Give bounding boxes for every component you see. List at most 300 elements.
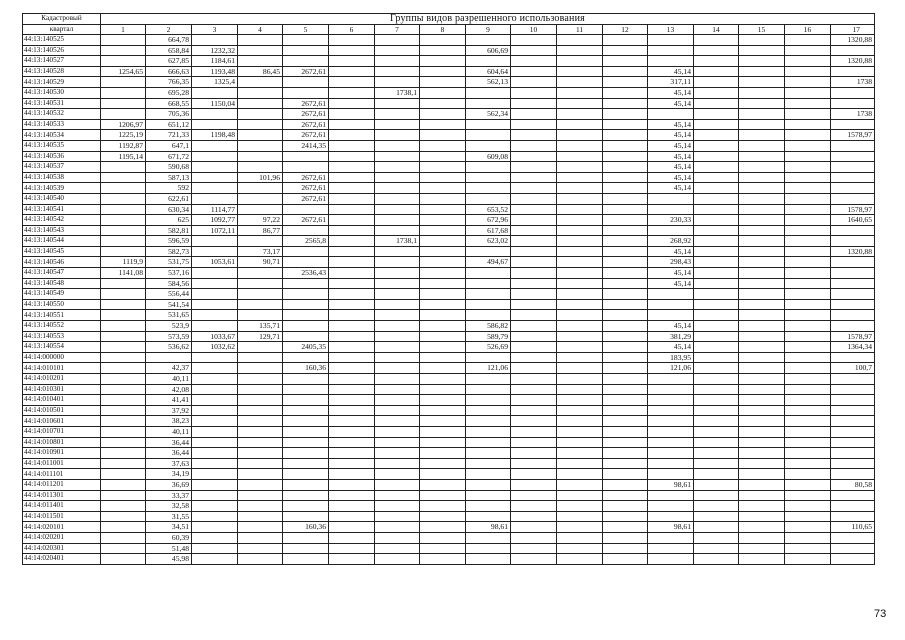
value-cell-group-1 xyxy=(101,532,146,543)
value-cell-group-16 xyxy=(785,437,831,448)
value-cell-group-7 xyxy=(375,501,420,512)
value-cell-group-14 xyxy=(694,321,739,332)
value-cell-group-12 xyxy=(603,448,648,459)
value-cell-group-3 xyxy=(192,299,238,310)
value-cell-group-3 xyxy=(192,543,238,554)
table-row xyxy=(23,437,875,448)
value-cell-group-6 xyxy=(329,448,375,459)
value-cell-group-4 xyxy=(238,140,283,151)
value-cell-group-1 xyxy=(101,458,146,469)
value-cell-group-12 xyxy=(603,416,648,427)
kvartal-cell: 44:13:140541 xyxy=(23,204,101,215)
value-cell-group-6 xyxy=(329,151,375,162)
value-cell-group-10 xyxy=(511,151,557,162)
value-cell-group-7: 1738,1 xyxy=(375,236,420,247)
value-cell-group-14 xyxy=(694,172,739,183)
value-cell-group-3: 1072,11 xyxy=(192,225,238,236)
value-cell-group-4 xyxy=(238,532,283,543)
value-cell-group-14 xyxy=(694,204,739,215)
value-cell-group-6 xyxy=(329,215,375,226)
value-cell-group-3 xyxy=(192,87,238,98)
value-cell-group-11 xyxy=(557,448,603,459)
value-cell-group-16 xyxy=(785,458,831,469)
value-cell-group-2: 587,13 xyxy=(146,172,192,183)
value-cell-group-3: 1193,48 xyxy=(192,66,238,77)
value-cell-group-15 xyxy=(739,395,785,406)
value-cell-group-2: 60,39 xyxy=(146,532,192,543)
value-cell-group-1 xyxy=(101,363,146,374)
kvartal-cell: 44:14:010101 xyxy=(23,363,101,374)
value-cell-group-10 xyxy=(511,193,557,204)
value-cell-group-15 xyxy=(739,162,785,173)
value-cell-group-16 xyxy=(785,511,831,522)
value-cell-group-9: 494,67 xyxy=(466,257,511,268)
value-cell-group-2: 651,12 xyxy=(146,119,192,130)
value-cell-group-10 xyxy=(511,426,557,437)
value-cell-group-17 xyxy=(831,278,875,289)
value-cell-group-7 xyxy=(375,395,420,406)
value-cell-group-9 xyxy=(466,479,511,490)
value-cell-group-2: 42,08 xyxy=(146,384,192,395)
header-row-groups xyxy=(23,14,875,25)
value-cell-group-10 xyxy=(511,321,557,332)
value-cell-group-10 xyxy=(511,543,557,554)
table-row xyxy=(23,162,875,173)
value-cell-group-8 xyxy=(420,490,466,501)
value-cell-group-7 xyxy=(375,511,420,522)
value-cell-group-11 xyxy=(557,45,603,56)
value-cell-group-14 xyxy=(694,458,739,469)
column-number-8: 8 xyxy=(420,25,466,35)
value-cell-group-2: 573,59 xyxy=(146,331,192,342)
value-cell-group-15 xyxy=(739,363,785,374)
value-cell-group-10 xyxy=(511,77,557,88)
kvartal-cell: 44:13:140539 xyxy=(23,183,101,194)
value-cell-group-7 xyxy=(375,204,420,215)
value-cell-group-17: 110,65 xyxy=(831,522,875,533)
value-cell-group-3: 1184,61 xyxy=(192,56,238,67)
value-cell-group-3 xyxy=(192,289,238,300)
value-cell-group-3 xyxy=(192,522,238,533)
value-cell-group-6 xyxy=(329,331,375,342)
value-cell-group-14 xyxy=(694,342,739,353)
value-cell-group-16 xyxy=(785,193,831,204)
value-cell-group-3: 1232,32 xyxy=(192,45,238,56)
value-cell-group-4: 101,96 xyxy=(238,172,283,183)
value-cell-group-7 xyxy=(375,321,420,332)
value-cell-group-6 xyxy=(329,66,375,77)
value-cell-group-11 xyxy=(557,140,603,151)
value-cell-group-12 xyxy=(603,45,648,56)
table-row xyxy=(23,532,875,543)
value-cell-group-13: 45,14 xyxy=(648,140,694,151)
table-row xyxy=(23,183,875,194)
value-cell-group-4 xyxy=(238,448,283,459)
value-cell-group-4 xyxy=(238,130,283,141)
value-cell-group-17: 1364,34 xyxy=(831,342,875,353)
value-cell-group-4: 90,71 xyxy=(238,257,283,268)
value-cell-group-12 xyxy=(603,268,648,279)
value-cell-group-8 xyxy=(420,554,466,565)
value-cell-group-17 xyxy=(831,225,875,236)
value-cell-group-17 xyxy=(831,193,875,204)
value-cell-group-4 xyxy=(238,342,283,353)
value-cell-group-3: 1092,77 xyxy=(192,215,238,226)
value-cell-group-17 xyxy=(831,321,875,332)
value-cell-group-2: 625 xyxy=(146,215,192,226)
value-cell-group-17: 1578,97 xyxy=(831,130,875,141)
value-cell-group-6 xyxy=(329,469,375,480)
value-cell-group-9 xyxy=(466,426,511,437)
kvartal-cell: 44:13:140532 xyxy=(23,109,101,120)
value-cell-group-6 xyxy=(329,193,375,204)
value-cell-group-8 xyxy=(420,66,466,77)
value-cell-group-11 xyxy=(557,352,603,363)
value-cell-group-14 xyxy=(694,405,739,416)
value-cell-group-13: 45,14 xyxy=(648,66,694,77)
value-cell-group-15 xyxy=(739,416,785,427)
value-cell-group-3: 1198,48 xyxy=(192,130,238,141)
value-cell-group-8 xyxy=(420,299,466,310)
value-cell-group-2: 627,85 xyxy=(146,56,192,67)
value-cell-group-14 xyxy=(694,426,739,437)
value-cell-group-11 xyxy=(557,522,603,533)
value-cell-group-5 xyxy=(283,162,329,173)
table-row xyxy=(23,321,875,332)
value-cell-group-10 xyxy=(511,437,557,448)
value-cell-group-1 xyxy=(101,299,146,310)
value-cell-group-3 xyxy=(192,532,238,543)
kvartal-cell: 44:13:140546 xyxy=(23,257,101,268)
value-cell-group-17: 1578,97 xyxy=(831,331,875,342)
value-cell-group-2: 668,55 xyxy=(146,98,192,109)
value-cell-group-16 xyxy=(785,77,831,88)
value-cell-group-2: 34,51 xyxy=(146,522,192,533)
kvartal-cell: 44:14:010501 xyxy=(23,405,101,416)
page-number: 73 xyxy=(874,608,887,620)
value-cell-group-4 xyxy=(238,469,283,480)
value-cell-group-14 xyxy=(694,543,739,554)
value-cell-group-6 xyxy=(329,405,375,416)
value-cell-group-2: 671,72 xyxy=(146,151,192,162)
value-cell-group-2: 622,61 xyxy=(146,193,192,204)
value-cell-group-7: 1738,1 xyxy=(375,87,420,98)
value-cell-group-11 xyxy=(557,56,603,67)
value-cell-group-17 xyxy=(831,151,875,162)
value-cell-group-5 xyxy=(283,374,329,385)
value-cell-group-6 xyxy=(329,363,375,374)
value-cell-group-11 xyxy=(557,109,603,120)
value-cell-group-11 xyxy=(557,172,603,183)
value-cell-group-12 xyxy=(603,35,648,46)
column-number-2: 2 xyxy=(146,25,192,35)
table-row xyxy=(23,172,875,183)
value-cell-group-14 xyxy=(694,554,739,565)
value-cell-group-8 xyxy=(420,172,466,183)
value-cell-group-13: 98,61 xyxy=(648,479,694,490)
value-cell-group-10 xyxy=(511,278,557,289)
value-cell-group-4 xyxy=(238,458,283,469)
kvartal-cell: 44:13:140536 xyxy=(23,151,101,162)
value-cell-group-10 xyxy=(511,374,557,385)
value-cell-group-1: 1225,19 xyxy=(101,130,146,141)
value-cell-group-8 xyxy=(420,511,466,522)
value-cell-group-11 xyxy=(557,331,603,342)
value-cell-group-8 xyxy=(420,363,466,374)
header-row-column-numbers xyxy=(23,25,875,35)
value-cell-group-6 xyxy=(329,162,375,173)
column-number-10: 10 xyxy=(511,25,557,35)
value-cell-group-10 xyxy=(511,268,557,279)
value-cell-group-3 xyxy=(192,469,238,480)
value-cell-group-9: 586,82 xyxy=(466,321,511,332)
value-cell-group-13 xyxy=(648,109,694,120)
value-cell-group-2: 537,16 xyxy=(146,268,192,279)
kvartal-cell: 44:13:140542 xyxy=(23,215,101,226)
value-cell-group-12 xyxy=(603,246,648,257)
value-cell-group-16 xyxy=(785,98,831,109)
kvartal-cell: 44:13:140525 xyxy=(23,35,101,46)
value-cell-group-6 xyxy=(329,532,375,543)
value-cell-group-5 xyxy=(283,490,329,501)
value-cell-group-4: 86,77 xyxy=(238,225,283,236)
table-row xyxy=(23,140,875,151)
value-cell-group-12 xyxy=(603,522,648,533)
value-cell-group-9 xyxy=(466,246,511,257)
value-cell-group-7 xyxy=(375,257,420,268)
value-cell-group-5 xyxy=(283,501,329,512)
kvartal-cell: 44:13:140552 xyxy=(23,321,101,332)
value-cell-group-2: 40,11 xyxy=(146,374,192,385)
table-row xyxy=(23,416,875,427)
table-row xyxy=(23,352,875,363)
kvartal-cell: 44:13:140527 xyxy=(23,56,101,67)
kvartal-cell: 44:14:011301 xyxy=(23,490,101,501)
value-cell-group-6 xyxy=(329,98,375,109)
value-cell-group-14 xyxy=(694,246,739,257)
value-cell-group-8 xyxy=(420,501,466,512)
value-cell-group-12 xyxy=(603,342,648,353)
value-cell-group-16 xyxy=(785,257,831,268)
value-cell-group-8 xyxy=(420,469,466,480)
value-cell-group-4 xyxy=(238,363,283,374)
value-cell-group-10 xyxy=(511,490,557,501)
value-cell-group-14 xyxy=(694,77,739,88)
value-cell-group-9 xyxy=(466,501,511,512)
value-cell-group-15 xyxy=(739,119,785,130)
value-cell-group-1 xyxy=(101,278,146,289)
value-cell-group-8 xyxy=(420,35,466,46)
value-cell-group-10 xyxy=(511,35,557,46)
value-cell-group-12 xyxy=(603,501,648,512)
value-cell-group-13 xyxy=(648,490,694,501)
kvartal-cell: 44:13:140533 xyxy=(23,119,101,130)
value-cell-group-7 xyxy=(375,162,420,173)
value-cell-group-14 xyxy=(694,109,739,120)
value-cell-group-13 xyxy=(648,437,694,448)
value-cell-group-16 xyxy=(785,405,831,416)
value-cell-group-1 xyxy=(101,162,146,173)
value-cell-group-10 xyxy=(511,501,557,512)
value-cell-group-4 xyxy=(238,405,283,416)
value-cell-group-4 xyxy=(238,109,283,120)
value-cell-group-17 xyxy=(831,45,875,56)
value-cell-group-12 xyxy=(603,66,648,77)
table-row xyxy=(23,87,875,98)
value-cell-group-1 xyxy=(101,469,146,480)
value-cell-group-17 xyxy=(831,98,875,109)
value-cell-group-9 xyxy=(466,162,511,173)
value-cell-group-6 xyxy=(329,299,375,310)
value-cell-group-8 xyxy=(420,193,466,204)
kvartal-cell: 44:13:140529 xyxy=(23,77,101,88)
value-cell-group-5 xyxy=(283,257,329,268)
value-cell-group-5: 2672,61 xyxy=(283,193,329,204)
value-cell-group-2 xyxy=(146,352,192,363)
value-cell-group-9 xyxy=(466,511,511,522)
column-number-11: 11 xyxy=(557,25,603,35)
value-cell-group-15 xyxy=(739,426,785,437)
value-cell-group-9 xyxy=(466,405,511,416)
value-cell-group-17 xyxy=(831,437,875,448)
table-row xyxy=(23,204,875,215)
value-cell-group-10 xyxy=(511,119,557,130)
value-cell-group-1 xyxy=(101,77,146,88)
value-cell-group-8 xyxy=(420,87,466,98)
table-row xyxy=(23,405,875,416)
value-cell-group-16 xyxy=(785,268,831,279)
value-cell-group-8 xyxy=(420,236,466,247)
value-cell-group-12 xyxy=(603,87,648,98)
value-cell-group-14 xyxy=(694,183,739,194)
value-cell-group-5: 2405,35 xyxy=(283,342,329,353)
table-row xyxy=(23,77,875,88)
value-cell-group-10 xyxy=(511,183,557,194)
value-cell-group-5 xyxy=(283,246,329,257)
value-cell-group-7 xyxy=(375,458,420,469)
value-cell-group-5: 2672,61 xyxy=(283,119,329,130)
kvartal-cell: 44:14:011101 xyxy=(23,469,101,480)
value-cell-group-2: 37,63 xyxy=(146,458,192,469)
column-number-3: 3 xyxy=(192,25,238,35)
value-cell-group-5 xyxy=(283,151,329,162)
value-cell-group-6 xyxy=(329,522,375,533)
table-row xyxy=(23,98,875,109)
value-cell-group-16 xyxy=(785,532,831,543)
value-cell-group-3: 1033,67 xyxy=(192,331,238,342)
value-cell-group-11 xyxy=(557,215,603,226)
value-cell-group-15 xyxy=(739,554,785,565)
value-cell-group-10 xyxy=(511,469,557,480)
value-cell-group-8 xyxy=(420,448,466,459)
value-cell-group-14 xyxy=(694,384,739,395)
value-cell-group-5 xyxy=(283,554,329,565)
value-cell-group-16 xyxy=(785,140,831,151)
value-cell-group-8 xyxy=(420,56,466,67)
kvartal-cell: 44:14:020401 xyxy=(23,554,101,565)
value-cell-group-14 xyxy=(694,257,739,268)
kvartal-cell: 44:14:010701 xyxy=(23,426,101,437)
value-cell-group-15 xyxy=(739,193,785,204)
value-cell-group-14 xyxy=(694,331,739,342)
value-cell-group-16 xyxy=(785,352,831,363)
value-cell-group-16 xyxy=(785,479,831,490)
value-cell-group-5: 160,36 xyxy=(283,363,329,374)
table-row xyxy=(23,522,875,533)
value-cell-group-8 xyxy=(420,183,466,194)
value-cell-group-7 xyxy=(375,384,420,395)
column-number-4: 4 xyxy=(238,25,283,35)
value-cell-group-5 xyxy=(283,384,329,395)
value-cell-group-5: 2672,61 xyxy=(283,183,329,194)
value-cell-group-8 xyxy=(420,109,466,120)
value-cell-group-17 xyxy=(831,299,875,310)
value-cell-group-17 xyxy=(831,405,875,416)
value-cell-group-9: 604,64 xyxy=(466,66,511,77)
value-cell-group-15 xyxy=(739,479,785,490)
value-cell-group-14 xyxy=(694,469,739,480)
value-cell-group-13: 45,14 xyxy=(648,87,694,98)
kvartal-cell: 44:14:020101 xyxy=(23,522,101,533)
value-cell-group-9 xyxy=(466,352,511,363)
value-cell-group-8 xyxy=(420,342,466,353)
value-cell-group-1 xyxy=(101,98,146,109)
table-row xyxy=(23,363,875,374)
value-cell-group-10 xyxy=(511,257,557,268)
value-cell-group-6 xyxy=(329,204,375,215)
value-cell-group-1: 1206,97 xyxy=(101,119,146,130)
value-cell-group-6 xyxy=(329,310,375,321)
value-cell-group-1 xyxy=(101,204,146,215)
value-cell-group-15 xyxy=(739,257,785,268)
value-cell-group-9: 98,61 xyxy=(466,522,511,533)
value-cell-group-17 xyxy=(831,501,875,512)
value-cell-group-5 xyxy=(283,35,329,46)
value-cell-group-13 xyxy=(648,384,694,395)
value-cell-group-9 xyxy=(466,35,511,46)
kvartal-cell: 44:13:140538 xyxy=(23,172,101,183)
value-cell-group-2: 41,41 xyxy=(146,395,192,406)
value-cell-group-4 xyxy=(238,426,283,437)
value-cell-group-15 xyxy=(739,458,785,469)
value-cell-group-13: 45,14 xyxy=(648,162,694,173)
value-cell-group-8 xyxy=(420,257,466,268)
value-cell-group-13 xyxy=(648,554,694,565)
value-cell-group-14 xyxy=(694,268,739,279)
value-cell-group-11 xyxy=(557,543,603,554)
value-cell-group-5 xyxy=(283,331,329,342)
value-cell-group-8 xyxy=(420,140,466,151)
value-cell-group-14 xyxy=(694,35,739,46)
value-cell-group-11 xyxy=(557,278,603,289)
value-cell-group-17 xyxy=(831,66,875,77)
value-cell-group-15 xyxy=(739,490,785,501)
value-cell-group-4 xyxy=(238,543,283,554)
value-cell-group-9 xyxy=(466,543,511,554)
value-cell-group-2: 32,58 xyxy=(146,501,192,512)
value-cell-group-5 xyxy=(283,225,329,236)
value-cell-group-17: 1738 xyxy=(831,109,875,120)
value-cell-group-13 xyxy=(648,416,694,427)
value-cell-group-8 xyxy=(420,77,466,88)
value-cell-group-13 xyxy=(648,289,694,300)
value-cell-group-1 xyxy=(101,395,146,406)
value-cell-group-13: 45,14 xyxy=(648,321,694,332)
value-cell-group-13 xyxy=(648,405,694,416)
value-cell-group-5: 160,36 xyxy=(283,522,329,533)
value-cell-group-12 xyxy=(603,278,648,289)
value-cell-group-11 xyxy=(557,268,603,279)
